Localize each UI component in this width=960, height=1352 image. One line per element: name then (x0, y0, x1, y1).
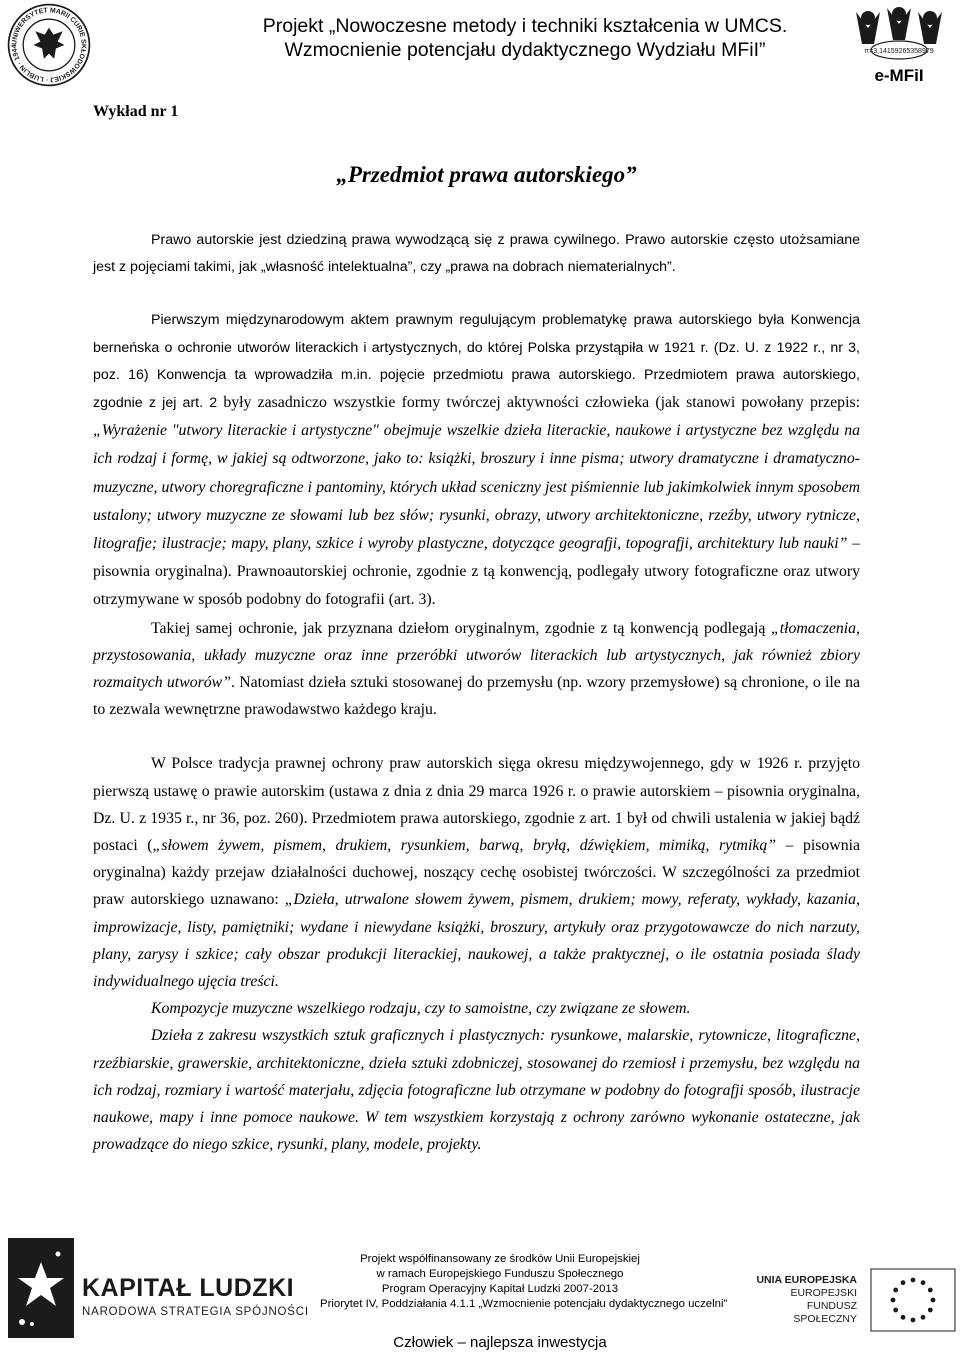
paragraph-2-quote: „Wyrażenie "utwory literackie i artystyczne" obejmuje wszelkie dzieła literackie, naukowe i artystyczne bez względu na ich rodzaj i formę, w jakiej są odtworzone, jako to: książki, broszury i inne pisma; utwory dramatyczne i dramatyczno-muzyczne, utwory choregraficzne i pantominy, których układ sceniczny jest piśmiennie lub jakimkolwiek innym sposobem ustalony; utwory muzyczne ze słowami lub bez słów; rysunki, obrazy, utwory architektoniczne, rzeźby, utwory rytnicze, litografje; ilustracje; mapy, plany, szkice i wyroby plastyczne, dotyczące geografji, topografji, architektury lub nauki” (93, 422, 860, 553)
paragraph-6: Dzieła z zakresu wszystkich sztuk graficznych i plastycznych: rysunkowe, malarskie, rytownicze, litograficzne, rzeźbiarskie, grawerskie, architektoniczne, dzieła sztuki zdobniczej, stosowanej do rzemiosł i przemysłu, bez względu na ich rodzaj, rozmiary i wartość materjału, zdjęcia fotograficzne lub otrzymane w podobny do fotografji sposób, ilustracje naukowe, mapy i inne pomoce naukowe. W tem wszystkiem korzystają z ochrony zarówno wykonanie ostateczne, jak prowadzące do niego szkice, rysunki, plany, modele, projekty. (93, 1027, 860, 1154)
project-header-title (230, 14, 820, 62)
eu-flag-icon (870, 1268, 956, 1332)
header-line-1: Projekt „Nowoczesne metody i techniki kształcenia w UMCS. (262, 15, 788, 37)
paragraph-4-intro: W Polsce tradycja prawnej ochrony praw autorskich sięga okresu międzywojennego, gdy w 1926 r. przyjęto pierwszą ustawę o prawie autorskim (ustawa z dnia z dnia 29 marca 1926 r. o prawie autorskiem – pisownia oryginalna, Dz. U. z 1935 r., nr 36, poz. 260). Przedmiotem prawa autorskiego, zgodnie z art. 1 był od chwili ustalenia w jakiej bądź postaci ( (93, 755, 860, 855)
kapital-ludzki-star-icon (8, 1238, 74, 1338)
paragraph-3-end: . Natomiast dzieła sztuki stosowanej do przemysłu (np. wzory przemysłowe) są chronione, o ile na to zezwala wewnętrzne prawodawstwo każdego kraju. (93, 674, 861, 719)
svg-text:UNIWERSYTET MARII CURIE SKŁODO: UNIWERSYTET MARII CURIE SKŁODOWSKIEJ · LUBLIN · 1944 (11, 7, 87, 83)
emfil-logo (846, 4, 952, 88)
cofinancing-line-2: w ramach Europejskiego Funduszu Społecznego (376, 1268, 624, 1280)
cofinancing-notice (320, 1252, 728, 1312)
umcs-seal-logo (6, 2, 92, 88)
emfil-figures-icon (846, 4, 952, 66)
eu-label (745, 1274, 857, 1326)
eu-label-line-3: FUNDUSZ SPOŁECZNY (793, 1300, 857, 1325)
paragraph-2 (93, 307, 860, 614)
page-footer (0, 1232, 960, 1352)
cofinancing-line-4: Priorytet IV, Poddziałania 4.1.1 „Wzmocnienie potencjału dydaktycznego uczelni” (320, 1298, 728, 1310)
eu-label-line-2: EUROPEJSKI (790, 1287, 857, 1299)
paragraph-5: Kompozycje muzyczne wszelkiego rodzaju, czy to samoistne, czy związane ze słowem. (151, 1000, 691, 1018)
kapital-ludzki-subtitle: NARODOWA STRATEGIA SPÓJNOŚCI (82, 1306, 309, 1318)
paragraph-4-quote-2: „Dzieła, utrwalone słowem żywem, pismem, drukiem; mowy, referaty, wykłady, kazania, improwizacje, listy, pamiętniki; wydane i niewydane książki, broszury, artykuły oraz przygotowawcze do nich narzuty, plany, zarysy i szkice; cały obszar produkcji literackiej, naukowej, a także praktycznej, o ile ostatnia posiada ślady indywidualnego ujęcia treści. (93, 891, 860, 991)
lecture-number: Wykład nr 1 (93, 103, 179, 120)
svg-text:π=3,14159265358979: π=3,14159265358979 (864, 48, 934, 55)
paragraph-3-quote: „tłomaczenia, przystosowania, układy muzyczne oraz inne przeróbki utworów literackich lub artystycznych, jak również zbiory rozmaitych utworów” (93, 619, 860, 692)
paragraph-4-middle: – pisownia oryginalna) każdy przejaw działalności duchowej, noszący cechę osobistej twórczości. W szczególności za przedmiot praw autorskiego uznawano: (93, 837, 860, 909)
eu-label-line-1: UNIA EUROPEJSKA (756, 1274, 857, 1286)
cofinancing-line-3: Program Operacyjny Kapitał Ludzki 2007-2013 (381, 1283, 619, 1295)
paragraph-1: Prawo autorskie jest dziedziną prawa wywodzącą się z prawa cywilnego. Prawo autorskie często utożsamiane jest z pojęciami takimi, jak „własność intelektualna”, czy „prawa na dobrach niematerialnych”. (93, 232, 860, 276)
paragraph-2-intro: Pierwszym międzynarodowym aktem prawnym regulującym problematykę prawa autorskiego była Konwencja berneńska o ochronie utworów literackich i artystycznych, do której Polska przystąpiła w 1921 r. (Dz. U. z 1922 r., nr 3, poz. 16) Konwencja ta wprowadziła m.in. pojęcie przedmiotu prawa autorskiego. Przedmiotem prawa autorskiego, zgodnie z jej art. 2 (93, 312, 860, 412)
paragraph-3-intro: Takiej samej ochronie, jak przyznana dziełom oryginalnym, zgodnie z tą konwencją podlegają (151, 619, 771, 637)
paragraph-3 (93, 615, 860, 724)
footer-slogan: Człowiek – najlepsza inwestycja (393, 1334, 607, 1351)
kapital-ludzki-title: KAPITAŁ LUDZKI (82, 1274, 295, 1302)
document-title: „Przedmiot prawa autorskiego” (336, 162, 637, 187)
document-body (93, 96, 860, 1159)
header-line-2: Wzmocnienie potencjału dydaktycznego Wydziału MFiI” (284, 39, 766, 61)
paragraph-2-end: – pisownia oryginalna). Prawnoautorskiej ochronie, zgodnie z tą konwencją, podlegały utwory fotograficzne oraz utwory otrzymywane w sposób podobny do fotografii (art. 3). (93, 535, 861, 609)
page-header (0, 0, 960, 92)
emfil-logo-label: e-MFiI (874, 66, 924, 85)
paragraph-4-quote-1: „słowem żywem, pismem, drukiem, rysunkiem, barwą, bryłą, dźwiękiem, mimiką, rytmiką” (152, 837, 777, 855)
cofinancing-line-1: Projekt współfinansowany ze środków Unii Europejskiej (360, 1253, 640, 1265)
paragraph-4 (93, 750, 860, 995)
paragraph-2-text: były zasadniczo wszystkie formy twórczej aktywności człowieka (jak stanowi powołany przepis: (217, 394, 860, 412)
